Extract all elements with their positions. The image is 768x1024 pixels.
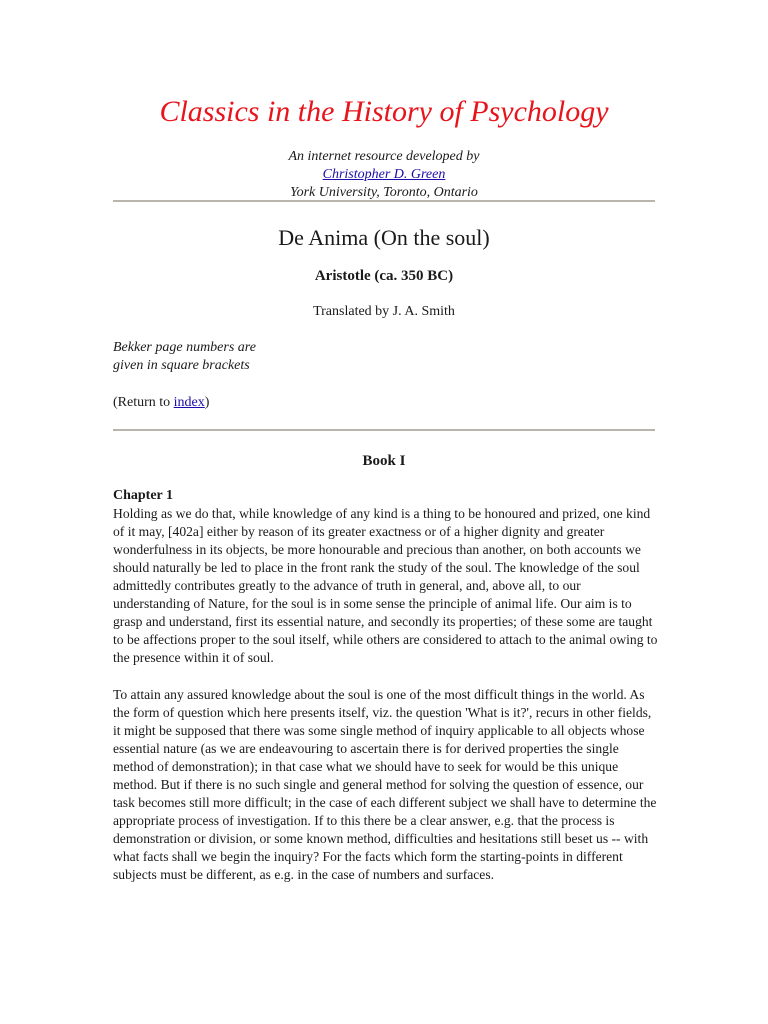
book-heading: Book I	[362, 453, 406, 469]
divider-top	[113, 200, 655, 202]
bekker-note	[113, 339, 313, 375]
return-suffix: )	[204, 395, 210, 410]
site-title: Classics in the History of Psychology	[159, 95, 609, 128]
bekker-note-line-2: given in square brackets	[113, 358, 250, 373]
credit-block	[113, 148, 655, 202]
developer-link[interactable]: Christopher D. Green	[322, 167, 446, 182]
affiliation: York University, Toronto, Ontario	[290, 185, 478, 200]
divider-bottom	[113, 429, 655, 431]
return-to-index	[113, 394, 209, 412]
index-link[interactable]: index	[173, 395, 205, 410]
chapter-heading: Chapter 1	[113, 488, 174, 503]
work-title: De Anima (On the soul)	[278, 225, 490, 250]
bekker-note-line-1: Bekker page numbers are	[113, 340, 256, 355]
paragraph: Holding as we do that, while knowledge of any kind is a thing to be honoured and prized, one kind of it may, [402a] either by reason of its greater exactness or of a higher dignity and greater wonderfulness in its objects, be more honourable and precious than another, on both accounts we should naturally be led to place in the front rank the study of the soul. The knowledge of the soul admittedly contributes greatly to the advance of truth in general, and, above all, to our understanding of Nature, for the soul is in some sense the principle of animal life. Our aim is to grasp and understand, first its essential nature, and secondly its properties; of these some are taught to be affections proper to the soul itself, while others are considered to attach to the animal owing to the presence within it of soul.	[113, 506, 658, 665]
return-prefix: (Return to	[113, 395, 174, 410]
author: Aristotle (ca. 350 BC)	[314, 268, 454, 284]
translator: Translated by J. A. Smith	[313, 304, 455, 319]
paragraph: To attain any assured knowledge about the soul is one of the most difficult things in the world. As the form of question which here presents itself, viz. the question 'What is it?', recurs in other fields, it might be supposed that there was some single method of inquiry applicable to all objects whose essential nature (as we are endeavouring to ascertain there is for derived properties the single method of demonstration); in that case what we should have to seek for would be this unique method. But if there is no such single and general method for solving the question of essence, our task becomes still more difficult; in the case of each different subject we shall have to determine the appropriate process of investigation. If to this there be a clear answer, e.g. that the process is demonstration or division, or some known method, difficulties and hesitations still beset us -- with what facts shall we begin the inquiry? For the facts which form the starting-points in different subjects must be different, as e.g. in the case of numbers and surfaces.	[113, 687, 657, 882]
credit-line: An internet resource developed by	[288, 149, 480, 164]
